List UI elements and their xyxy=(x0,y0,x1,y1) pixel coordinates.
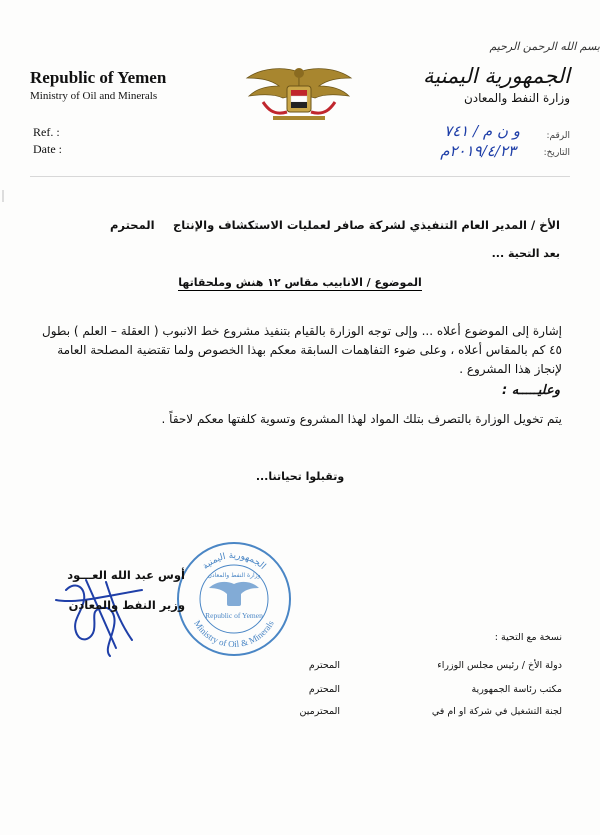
subject-line xyxy=(0,276,600,289)
english-country-name: Republic of Yemen xyxy=(30,68,167,87)
ministry-stamp-icon xyxy=(175,540,293,662)
svg-text:Ministry of Oil & Minerals xyxy=(192,618,276,649)
svg-text:الجمهورية اليمنية xyxy=(201,551,267,572)
handwritten-ref-number: و ن م / ٧٤١ xyxy=(444,122,520,140)
signatory-name: أوس عبد الله العـــود xyxy=(67,568,185,582)
cc-item-to: دولة الأخ / رئيس مجلس الوزراء xyxy=(437,660,562,671)
english-ministry-name: Ministry of Oil and Minerals xyxy=(30,90,158,102)
cc-item-to: لجنة التشغيل في شركة او ام في xyxy=(431,706,562,717)
stamp-arabic-top: الجمهورية اليمنية xyxy=(200,550,268,572)
handwritten-date: ٢٠١٩/٤/٢٣م xyxy=(440,142,516,160)
addressee-line xyxy=(40,218,560,232)
cc-heading: نسخة مع التحية : xyxy=(494,632,562,643)
cc-item-title: المحترم xyxy=(308,684,340,695)
addressee-text: الأخ / المدير العام التنفيذي لشركة صافر لعمليات الاستكشاف والإنتاج xyxy=(173,218,560,232)
yemen-emblem-icon xyxy=(243,64,355,128)
basmala: بسم الله الرحمن الرحيم xyxy=(489,40,600,53)
stamp-english-2: Ministry of Oil & Minerals xyxy=(192,618,276,650)
margin-mark xyxy=(2,190,4,202)
header-divider xyxy=(30,176,570,177)
addressee-respected: المحترم xyxy=(110,218,155,232)
arabic-ref-date-labels xyxy=(544,128,570,162)
body-paragraph: إشارة إلى الموضوع أعلاه ... وإلى توجه الوزارة بالقيام بتنفيذ مشروع خط الانبوب ( العقلة – العلم ) بطول ٤٥ كم بالمقاس أعلاه ، وعلى ضوء التفاهمات السابقة معكم بهذا الخصوص ولما تقتضية المصلحة العامة لإنجاز هذا المشروع . xyxy=(41,324,562,376)
subject-text: الموضوع / الانابيب مقاس ١٢ هنش وملحقاتها xyxy=(178,276,422,289)
therefore-label: وعليـــــه : xyxy=(502,383,560,398)
date-label: Date : xyxy=(33,142,62,156)
instruction-paragraph: يتم تخويل الوزارة بالتصرف بتلك المواد لهذا المشروع وتسوية كلفتها معكم لاحقاً . xyxy=(161,412,562,426)
cc-item-to: مكتب رئاسة الجمهورية xyxy=(471,684,562,695)
signatory-title: وزير النفط والمعادن xyxy=(68,598,185,612)
greeting: بعد التحية ... xyxy=(491,247,560,260)
arabic-letterhead xyxy=(423,64,570,105)
arabic-country-name: الجمهورية اليمنية xyxy=(422,64,570,88)
arabic-date-label: التاريخ: xyxy=(543,148,570,158)
closing-line: وتقبلوا تحياتنا... xyxy=(255,470,345,483)
ref-label: Ref. : xyxy=(33,125,60,139)
cc-item-title: المحترم xyxy=(308,660,340,671)
cc-item-title: المحترمين xyxy=(299,706,340,717)
english-letterhead xyxy=(30,68,166,102)
arabic-ministry-name: وزارة النفط والمعادن xyxy=(463,91,570,105)
ref-date-labels xyxy=(33,124,62,158)
arabic-ref-label: الرقم: xyxy=(546,131,570,141)
signatory-block xyxy=(67,560,185,620)
stamp-english-1: Republic of Yemen xyxy=(205,611,263,620)
stamp-arabic-sub: وزارة النفط والمعادن xyxy=(207,572,261,579)
